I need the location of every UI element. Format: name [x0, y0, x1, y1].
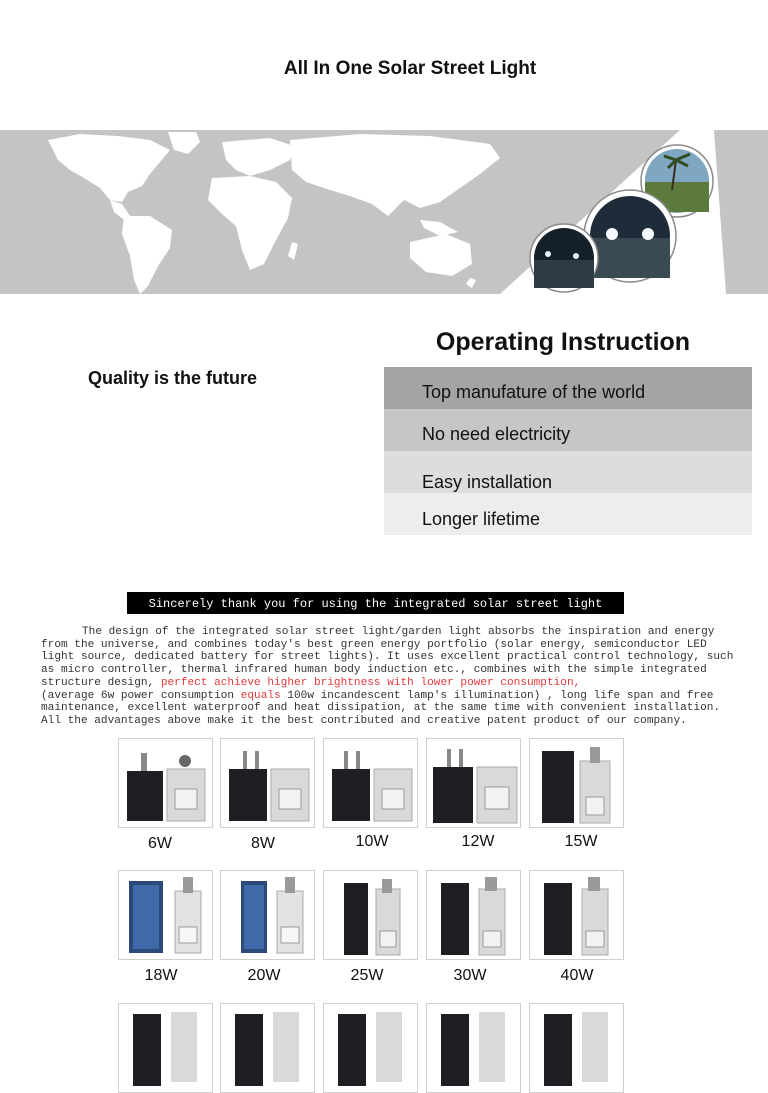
product-label: 12W: [461, 833, 495, 850]
product-image-8w: [220, 738, 315, 828]
product-image-15w: [529, 738, 624, 828]
world-map-banner: [0, 130, 768, 294]
product-label: 20W: [247, 967, 281, 984]
paragraph-part: The design of the integrated solar street light/garden light absorbs the inspiration and energy from the universe, and combines today's best green energy portfolio (solar energy, semiconductor LED light source, dedicated battery for street lights). It uses excellent practical control technology, such as micro controller, thermal infrared human body induction etc., combines with the simple integrated structure design,: [41, 626, 734, 689]
paragraph-highlight: perfect achieve higher brightness with lower power consumption,: [160, 676, 581, 689]
product-image-row3: [118, 1003, 213, 1093]
product-label: 40W: [560, 967, 594, 984]
instruction-item: No need electricity: [384, 409, 752, 451]
operating-instruction-title: Operating Instruction: [435, 328, 691, 356]
product-image-30w: [426, 870, 521, 960]
product-image-12w: [426, 738, 521, 828]
product-image-18w: [118, 870, 213, 960]
product-image-25w: [323, 870, 418, 960]
product-label: 30W: [453, 967, 487, 984]
paragraph-part: (average 6w power consumption: [41, 689, 241, 702]
description-paragraph: [41, 626, 736, 728]
product-image-6w: [118, 738, 213, 828]
paragraph-part: 100w incandescent lamp's illumination) , long life span and free maintenance, excellent waterproof and heat dissipation, at the same time with convenient installation. All the advantages above make it the best contributed and creative patent product of our company.: [41, 689, 721, 727]
product-image-20w: [220, 870, 315, 960]
document-title: All In One Solar Street Light: [283, 58, 537, 79]
product-image-40w: [529, 870, 624, 960]
product-image-row3: [220, 1003, 315, 1093]
product-label: 18W: [144, 967, 178, 984]
product-image-row3: [426, 1003, 521, 1093]
product-image-row3: [323, 1003, 418, 1093]
thank-you-bar: Sincerely thank you for using the integrated solar street light: [127, 592, 624, 614]
product-label: 15W: [564, 833, 598, 850]
product-label: 25W: [350, 967, 384, 984]
paragraph-highlight: equals: [240, 689, 281, 702]
instruction-item: Top manufature of the world: [384, 367, 752, 409]
tagline: Quality is the future: [88, 368, 258, 388]
instruction-item: Longer lifetime: [384, 493, 752, 535]
instruction-item: Easy installation: [384, 451, 752, 493]
product-image-row3: [529, 1003, 624, 1093]
product-label: 8W: [251, 835, 275, 852]
product-label: 10W: [355, 833, 389, 850]
product-label: 6W: [148, 835, 172, 852]
product-image-10w: [323, 738, 418, 828]
